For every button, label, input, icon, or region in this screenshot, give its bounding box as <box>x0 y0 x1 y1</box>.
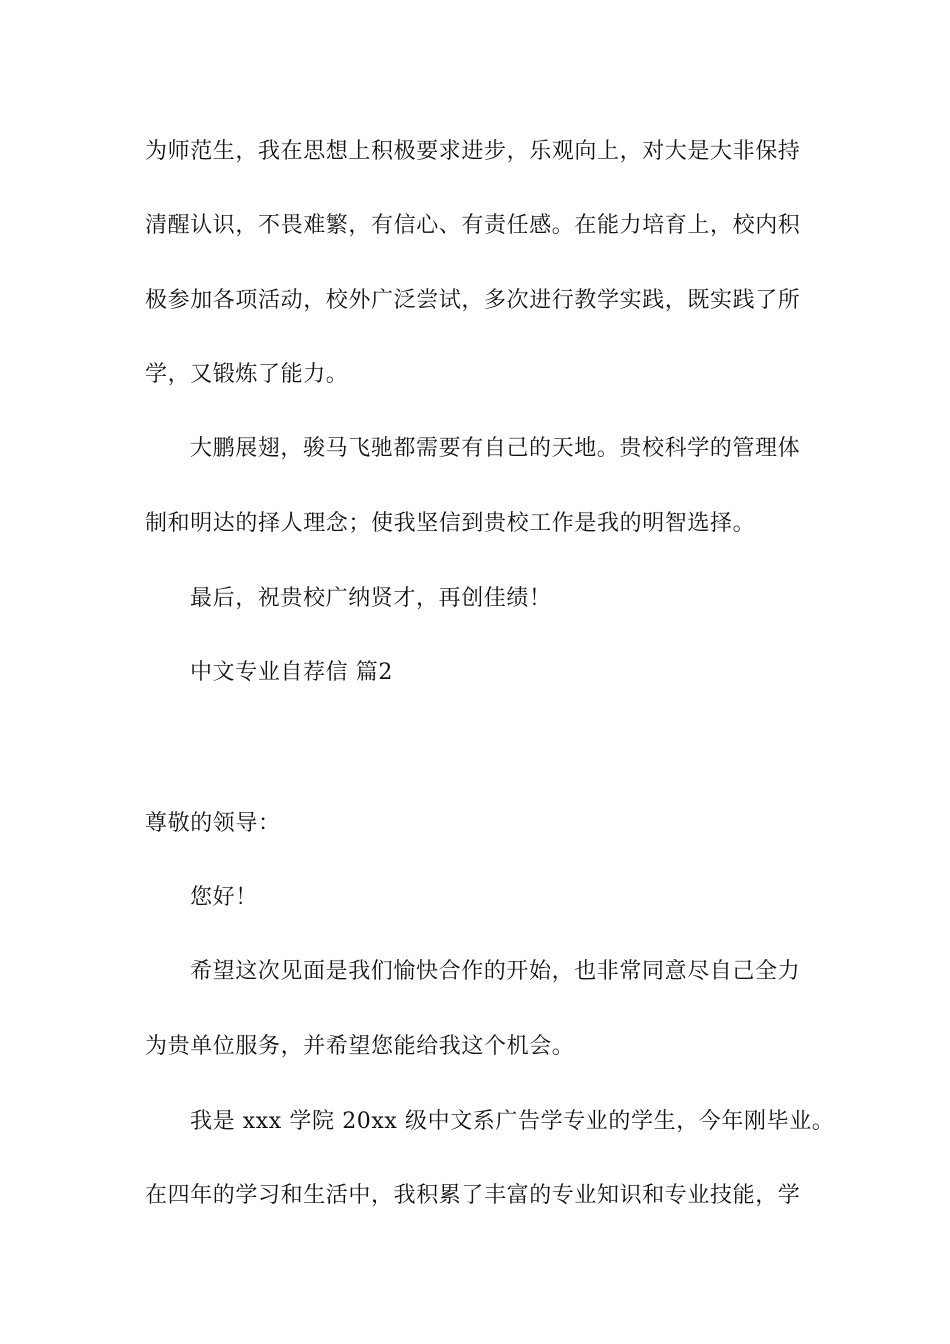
paragraph-line: 极参加各项活动，校外广泛尝试，多次进行教学实践，既实践了所 <box>145 288 801 313</box>
paragraph-line: 学，又锻炼了能力。 <box>145 362 349 387</box>
paragraph-line: 我是 xxx 学院 20xx 级中文系广告学专业的学生，今年刚毕业。 <box>190 1109 835 1134</box>
section-heading: 中文专业自荐信 篇2 <box>190 660 393 685</box>
closing-line: 最后，祝贵校广纳贤才，再创佳绩！ <box>190 586 552 611</box>
paragraph-line: 制和明达的择人理念；使我坚信到贵校工作是我的明智选择。 <box>145 511 756 536</box>
paragraph-line: 为贵单位服务，并希望您能给我这个机会。 <box>145 1034 575 1059</box>
greeting: 您好！ <box>190 885 258 910</box>
salutation: 尊敬的领导： <box>145 811 281 836</box>
paragraph-line: 大鹏展翅，骏马飞驰都需要有自己的天地。贵校科学的管理体 <box>190 436 801 461</box>
paragraph-line: 清醒认识，不畏难繁，有信心、有责任感。在能力培育上，校内积 <box>145 213 801 238</box>
paragraph-line: 在四年的学习和生活中，我积累了丰富的专业知识和专业技能，学 <box>145 1183 801 1208</box>
paragraph-line: 希望这次见面是我们愉快合作的开始，也非常同意尽自己全力 <box>190 959 801 984</box>
paragraph-line: 为师范生，我在思想上积极要求进步，乐观向上，对大是大非保持 <box>145 139 801 164</box>
